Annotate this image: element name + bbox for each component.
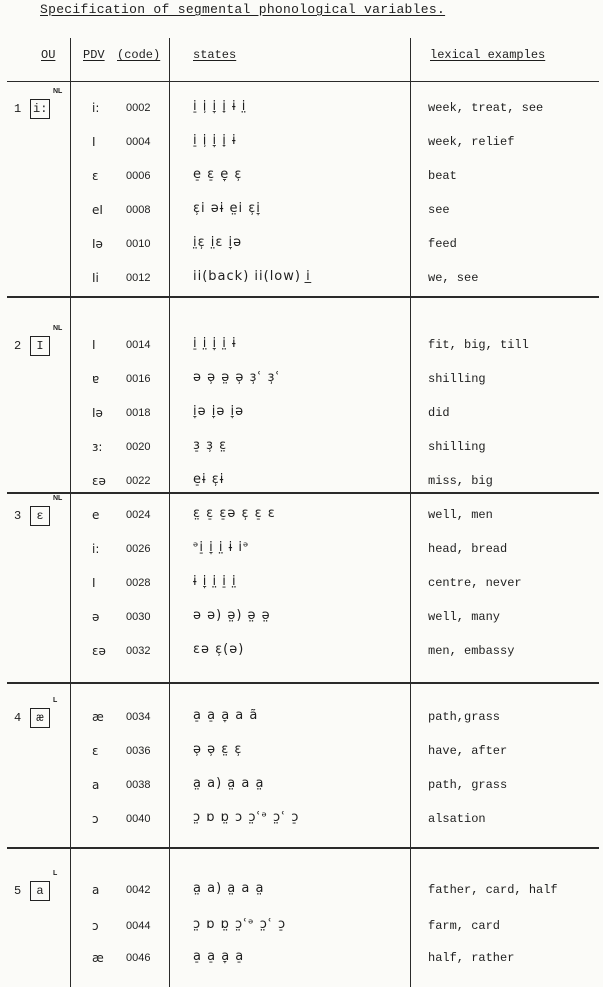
ou-symbol-box: a — [30, 881, 50, 901]
state-variants: a̤ a) a̤ a a̤ — [193, 881, 265, 896]
pdv-code: 0022 — [126, 475, 151, 487]
pdv-code: 0032 — [126, 645, 151, 657]
pdv-symbol: ɔ — [92, 812, 99, 826]
ou-symbol-box: i: — [30, 99, 50, 119]
pdv-code: 0018 — [126, 407, 151, 419]
pdv-symbol: I — [92, 338, 96, 352]
pdv-code: 0004 — [126, 136, 151, 148]
state-variants: a̤ a) a̤ a a̤ — [193, 776, 265, 791]
ou-group-number: 5 — [14, 884, 22, 898]
state-variants: ə ə) ə̤) ə̤ ə̤ — [193, 608, 271, 623]
lexical-examples: week, treat, see — [428, 101, 544, 115]
state-variants: ɨ i̞ i̤ i̠ i̤ — [193, 574, 237, 589]
ou-superscript: L — [53, 870, 58, 877]
group-separator — [7, 492, 599, 494]
lexical-examples: path, grass — [428, 778, 508, 792]
lexical-examples: centre, never — [428, 576, 522, 590]
pdv-symbol: I — [92, 576, 96, 590]
page-title: Specification of segmental phonological variables. — [40, 2, 446, 17]
header-states: states — [193, 48, 237, 62]
pdv-code: 0012 — [126, 272, 151, 284]
state-variants: ɔ̤ ɒ ɒ̤ ɔ ɔ̤ʿᵊ ɔ̤ʿ ɔ̠ — [193, 810, 300, 825]
lexical-examples: shilling — [428, 440, 486, 454]
group-separator — [7, 682, 599, 684]
pdv-code: 0036 — [126, 745, 151, 757]
lexical-examples: have, after — [428, 744, 508, 758]
lexical-examples: path,grass — [428, 710, 501, 724]
pdv-symbol: ɛə — [92, 644, 106, 658]
ou-group-number: 2 — [14, 339, 22, 353]
lexical-examples: see — [428, 203, 450, 217]
pdv-code: 0044 — [126, 920, 151, 932]
state-variants: e̠ɨ ɛ̹ɨ — [193, 472, 225, 487]
pdv-symbol: ɛ — [92, 169, 99, 183]
ou-group-number: 4 — [14, 711, 22, 725]
state-variants: i̤ɛ̹ i̤ɛ i̞ə — [193, 235, 243, 250]
pdv-code: 0034 — [126, 711, 151, 723]
lexical-examples: miss, big — [428, 474, 493, 488]
state-variants: ɛ̤ ɛ̠ ɛ̠ə ɛ̹ ɛ̠ ɛ — [193, 506, 276, 521]
lexical-examples: father, card, half — [428, 883, 558, 897]
pdv-symbol: e — [92, 508, 100, 522]
state-variants: ə ə̹ ə̤ ə̹ ɜ̹ʿ ɜ̹ʿ — [193, 370, 281, 385]
ou-superscript: L — [53, 697, 58, 704]
state-variants: ə̹ ə̹ ɛ̤ ɛ̹ — [193, 742, 243, 757]
pdv-code: 0008 — [126, 204, 151, 216]
pdv-code: 0024 — [126, 509, 151, 521]
ou-group-number: 3 — [14, 509, 22, 523]
pdv-code: 0020 — [126, 441, 151, 453]
state-variants: ɔ̤ ɒ ɒ̤ ɔ̤ʿᵊ ɔ̤ʿ ɔ̠ — [193, 917, 287, 932]
ou-symbol-box: æ — [30, 708, 50, 728]
pdv-symbol: Iə — [92, 406, 103, 420]
pdv-symbol: eI — [92, 203, 103, 217]
column-divider-ou — [70, 38, 71, 987]
ou-superscript: NL — [53, 495, 63, 502]
state-variants: ɜ̠ ɜ̹ ɛ̤ — [193, 438, 228, 453]
lexical-examples: head, bread — [428, 542, 508, 556]
lexical-examples: fit, big, till — [428, 338, 529, 352]
pdv-symbol: a — [92, 778, 100, 792]
ou-group-number: 1 — [14, 102, 22, 116]
header-lexical-examples: lexical examples — [430, 48, 546, 62]
lexical-examples: feed — [428, 237, 457, 251]
state-variants: a̠ a̠ a̞ a ã — [193, 708, 259, 723]
pdv-code: 0030 — [126, 611, 151, 623]
pdv-symbol: I — [92, 135, 96, 149]
lexical-examples: well, many — [428, 610, 501, 624]
pdv-code: 0010 — [126, 238, 151, 250]
pdv-symbol: ɛə — [92, 474, 106, 488]
lexical-examples: did — [428, 406, 450, 420]
lexical-examples: men, embassy — [428, 644, 515, 658]
pdv-code: 0006 — [126, 170, 151, 182]
pdv-symbol: ə — [92, 610, 100, 624]
state-variants: i̠ i̹ i̞ i̟ ɨ i̤ — [193, 99, 247, 114]
lexical-examples: we, see — [428, 271, 479, 285]
header-code: (code) — [117, 48, 161, 62]
state-variants: ii(back) ii(low) i̲ — [193, 269, 311, 284]
header-ou: OU — [41, 48, 56, 62]
pdv-symbol: a — [92, 883, 100, 897]
ou-superscript: NL — [53, 325, 63, 332]
state-variants: ᵊi̠ i̞ i̤ ɨ iᵊ — [193, 540, 250, 555]
pdv-symbol: Ii — [92, 271, 99, 285]
group-separator — [7, 847, 599, 849]
state-variants: ɛə ɛ̹(ə) — [193, 642, 245, 657]
pdv-code: 0028 — [126, 577, 151, 589]
state-variants: ɛ̹i əɨ e̤i ɛ̹i̞ — [193, 201, 261, 216]
pdv-code: 0042 — [126, 884, 151, 896]
header-rule — [7, 81, 599, 82]
pdv-symbol: ɐ — [92, 372, 100, 386]
ou-symbol-box: I — [30, 336, 50, 356]
lexical-examples: well, men — [428, 508, 493, 522]
pdv-symbol: æ — [92, 951, 104, 965]
column-divider-states — [410, 38, 411, 987]
lexical-examples: week, relief — [428, 135, 515, 149]
pdv-symbol: ɜ: — [92, 440, 103, 454]
ou-superscript: NL — [53, 88, 63, 95]
pdv-symbol: ɔ — [92, 919, 99, 933]
pdv-symbol: ɛ — [92, 744, 99, 758]
pdv-code: 0014 — [126, 339, 151, 351]
pdv-code: 0002 — [126, 102, 151, 114]
lexical-examples: beat — [428, 169, 457, 183]
pdv-symbol: æ — [92, 710, 104, 724]
lexical-examples: alsation — [428, 812, 486, 826]
pdv-code: 0038 — [126, 779, 151, 791]
pdv-code: 0026 — [126, 543, 151, 555]
pdv-symbol: i: — [92, 542, 100, 556]
header-pdv: PDV — [83, 48, 105, 62]
pdv-code: 0016 — [126, 373, 151, 385]
state-variants: i̠ i̤ i̞ i̤ ɨ — [193, 336, 237, 351]
lexical-examples: shilling — [428, 372, 486, 386]
state-variants: a̠ a̠ a̞ a̠ — [193, 949, 245, 964]
ou-symbol-box: ɛ — [30, 506, 50, 526]
column-divider-code — [169, 38, 170, 987]
state-variants: i̠ i̹ i̞ i̟ ɨ — [193, 133, 237, 148]
pdv-code: 0040 — [126, 813, 151, 825]
pdv-code: 0046 — [126, 952, 151, 964]
pdv-symbol: Iə — [92, 237, 103, 251]
group-separator — [7, 296, 599, 298]
pdv-symbol: i: — [92, 101, 100, 115]
state-variants: i̞ə i̞ə i̞ə — [193, 404, 245, 419]
lexical-examples: half, rather — [428, 951, 515, 965]
state-variants: e̠ ɛ̠ e̞ ɛ̹ — [193, 167, 243, 182]
lexical-examples: farm, card — [428, 919, 501, 933]
